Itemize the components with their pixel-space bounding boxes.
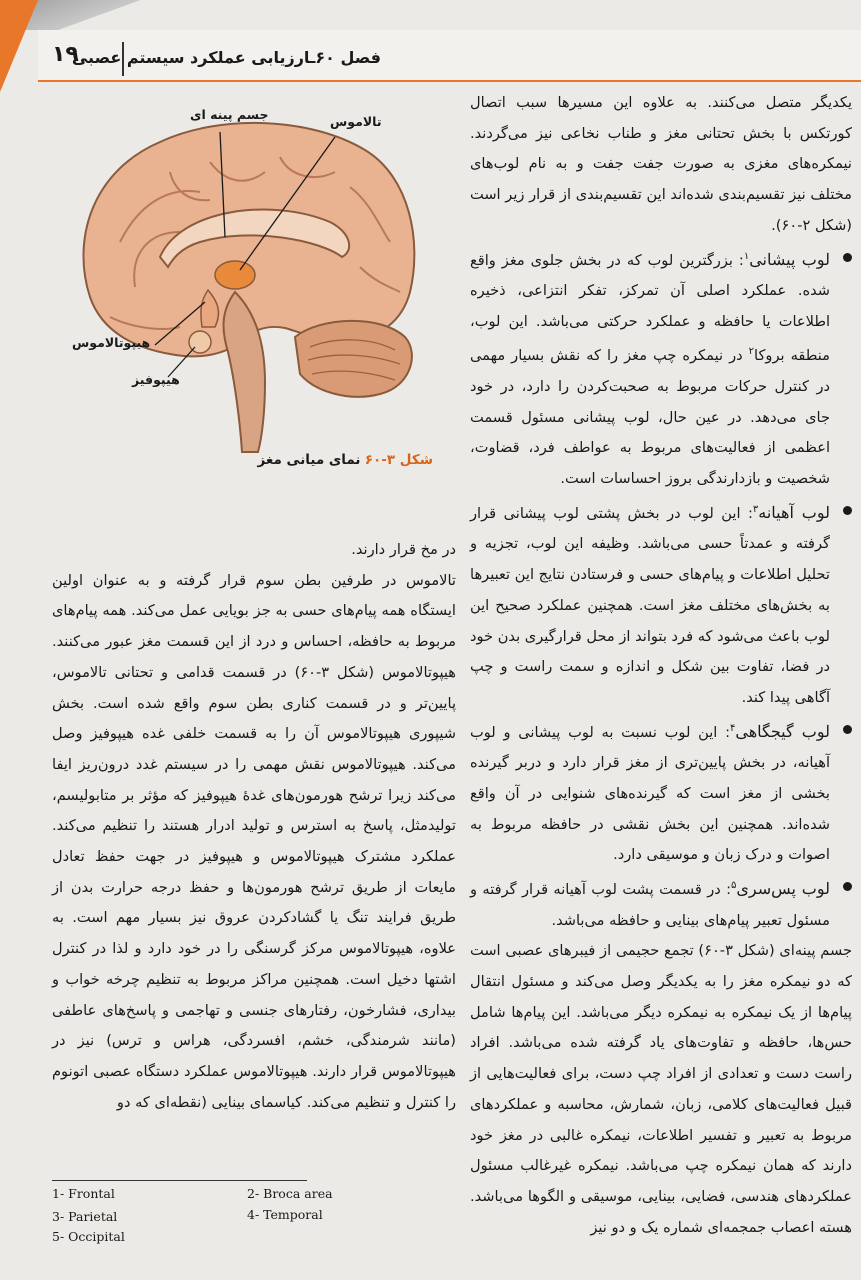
footnote-ref: ۵: [731, 880, 737, 892]
bullet-icon: [843, 725, 852, 734]
bullet-icon: [843, 506, 852, 515]
list-item-occipital: [470, 871, 852, 936]
bullet-icon: [843, 882, 852, 891]
brain-midsagittal-illustration: [50, 92, 450, 477]
footnote-1: 1- Frontal: [52, 1186, 115, 1201]
chapter-title: فصل ۶۰ـارزیابی عملکرد سیستم عصبی: [71, 48, 381, 67]
label-pituitary: هیپوفیز: [132, 372, 180, 387]
corpus-paragraph: جسم پینه‌ای (شکل ۳-۶۰) تجمع حجیمی از فیبرهای عصبی است که دو نیمکره مغز را به یکدیگر وصل می‌کند و مسئول انتقال پیام‌ها از یک نیمکره به نیمکره دیگر می‌باشد. این پیام‌ها شامل حس‌ها، حافظه و تفاوت‌های یاد گرفته شده می‌باشد. افراد راست دست و تعدادی از افراد چپ دست، برای فعالیت‌هایی از قبیل فعالیت‌های کلامی، زبان، شمارش، محاسبه و عملکردهای مربوط به تعبیر و تفسیر اطلاعات، نیمکره غالبی در مغز خود دارند که همان نیمکره چپ می‌باشد. نیمکره غیرغالب مسئول عملکردهای هندسی، فضایی، بینایی، موسیقی و الگوها می‌باشد. هسته اعصاب جمجمه‌ای شماره یک و دو نیز: [470, 942, 852, 1236]
intro-paragraph: یکدیگر متصل می‌کنند. به علاوه این مسیرها سبب اتصال کورتکس با بخش تحتانی مغز و طناب نخاعی نیز می‌گردند. نیمکره‌های مغزی به صورت جفت جفت و به نام لوب‌های مختلف نیز تقسیم‌بندی شده‌اند این تقسیم‌بندی از قرار زیر است (شکل ۲-۶۰).: [470, 94, 852, 234]
footnote-3: 3- Parietal: [52, 1209, 118, 1224]
list-item-temporal: [470, 714, 852, 871]
footnote-5: 5- Occipital: [52, 1229, 125, 1244]
temporal-text: : این لوب نسبت به لوب پیشانی و لوب آهیانه، در بخش پایین‌تری از مغز قرار دارد و دربر گیرنده بخشی از مغز است که گیرنده‌های شنوایی در آن واقع شده‌اند. همچنین این بخش نقشی در حافظه مربوط به اصوات و درک زبان و موسیقی دارد.: [470, 723, 830, 864]
footnote-ref: ۲: [748, 346, 755, 358]
left-paragraph-2: تالاموس در طرفین بطن سوم قرار گرفته و به عنوان اولین ایستگاه همه پیام‌های حسی به جز بویایی عمل می‌کند. همه پیام‌های مربوط به حافظه، احساس و درد از این قسمت مغز عبور می‌کنند. هیپوتالاموس (شکل ۳-۶۰) در قسمت قدامی و تحتانی تالاموس، پایین‌تر و در قسمت کناری بطن سوم واقع شده است. بخش شیپوری هیپوتالاموس آن را به قسمت خلفی غده هیپوفیز وصل می‌کند. هیپوتالاموس نقش مهمی را در سیستم غدد درون‌ریز ایفا می‌کند زیرا ترشح هورمون‌های غدهٔ هیپوفیز که مؤثر بر متابولیسم، تولیدمثل، پاسخ به استرس و تولید ادرار هستند را تنظیم می‌کند. عملکرد مشترک هیپوتالاموس و هیپوفیز در جهت حفظ تعادل مایعات از طریق ترشح هورمون‌ها و حفظ درجه حرارت بدن از طریق فرایند تنگ یا گشادکردن عروق نیز بسیار مهم است. به علاوه، هیپوتالاموس مرکز گرسنگی را در خود دارد و لذا در کنترل اشتها دخیل است. همچنین مراکز مربوط به تنظیم چرخه خواب و بیداری، فشارخون، رفتارهای جنسی و تهاجمی و پاسخ‌های عاطفی (مانند شرمندگی، خشم، افسردگی، هراس و ترس) نیز در هیپوتالاموس قرار دارند. هیپوتالاموس عملکرد دستگاه عصبی اتونوم را کنترل و تنظیم می‌کند. کیاسمای بینایی (نقطه‌ای که دو: [52, 571, 456, 1111]
thalamus-shape: [215, 261, 255, 289]
caption-text: نمای میانی مغز: [257, 452, 361, 468]
list-item-parietal: [470, 495, 852, 714]
frontal-text-2: در نیمکره چپ مغز را که نقش بسیار مهمی در کنترل حرکات مربوط به صحبت‌کردن را دارد، در خود جای می‌دهد. در عین حال، لوب پیشانی مسئول قسمت اعظمی از فعالیت‌های مربوط به عواطف فرد، قضاوت، شخصیت و بازدارندگی بروز احساسات است.: [470, 347, 830, 488]
page-number: ۱۹: [52, 42, 79, 67]
header-rule: [38, 80, 861, 82]
right-column: [470, 88, 852, 1243]
figure-caption: [257, 452, 433, 468]
label-thalamus: تالاموس: [330, 114, 382, 129]
label-corpus-callosum: جسم پینه ای: [190, 107, 269, 122]
brain-figure: [50, 92, 450, 477]
corner-tab: [0, 0, 38, 92]
label-hypothalamus: هیپوتالاموس: [72, 335, 151, 350]
parietal-term: لوب آهیانه: [758, 502, 830, 522]
footnote-4: 4- Temporal: [247, 1207, 323, 1222]
bullet-icon: [843, 253, 852, 262]
footnote-2: 2- Broca area: [247, 1186, 333, 1201]
occipital-term: لوب پس‌سری: [736, 878, 830, 898]
parietal-text: : این لوب در بخش پشتی لوب پیشانی قرار گرفته و عمدتاً حسی می‌باشد. وظیفه این لوب، تجزیه و تحلیل اطلاعات و پیام‌های حسی و فرستادن نتایج این تعبیرها به بخش‌های مختلف مغز است. همچنین عملکرد صحیح این لوب باعث می‌شود که فرد بتواند از محل قرارگیری بدن خود در فضا، تفاوت بین شکل و اندازه و سمت راست و چپ آگاهی پیدا کند.: [470, 504, 830, 706]
frontal-term: لوب پیشانی: [749, 249, 830, 269]
caption-number: شکل ۳-۶۰: [364, 452, 433, 468]
footnote-ref: ۱: [743, 250, 750, 262]
left-column: [52, 535, 456, 1118]
footnote-ref: ۳: [752, 503, 759, 515]
temporal-term: لوب گیجگاهی: [735, 721, 830, 741]
footnote-rule: [52, 1180, 307, 1181]
left-paragraph-1: در مخ قرار دارند.: [351, 541, 456, 558]
footnote-ref: ۴: [729, 722, 736, 734]
frontal-text: : بزرگترین لوب که در بخش جلوی مغز واقع شده. عملکرد اصلی آن تمرکز، تفکر انتزاعی، ذخیره اطلاعات یا حافظه و عملکرد حرکتی می‌باشد. این لوب، منطقه بروکا: [470, 251, 831, 365]
list-item-frontal: [470, 242, 852, 495]
occipital-text: : در قسمت پشت لوب آهیانه قرار گرفته و مسئول تعبیر پیام‌های بینایی و حافظه می‌باشد.: [470, 880, 830, 929]
